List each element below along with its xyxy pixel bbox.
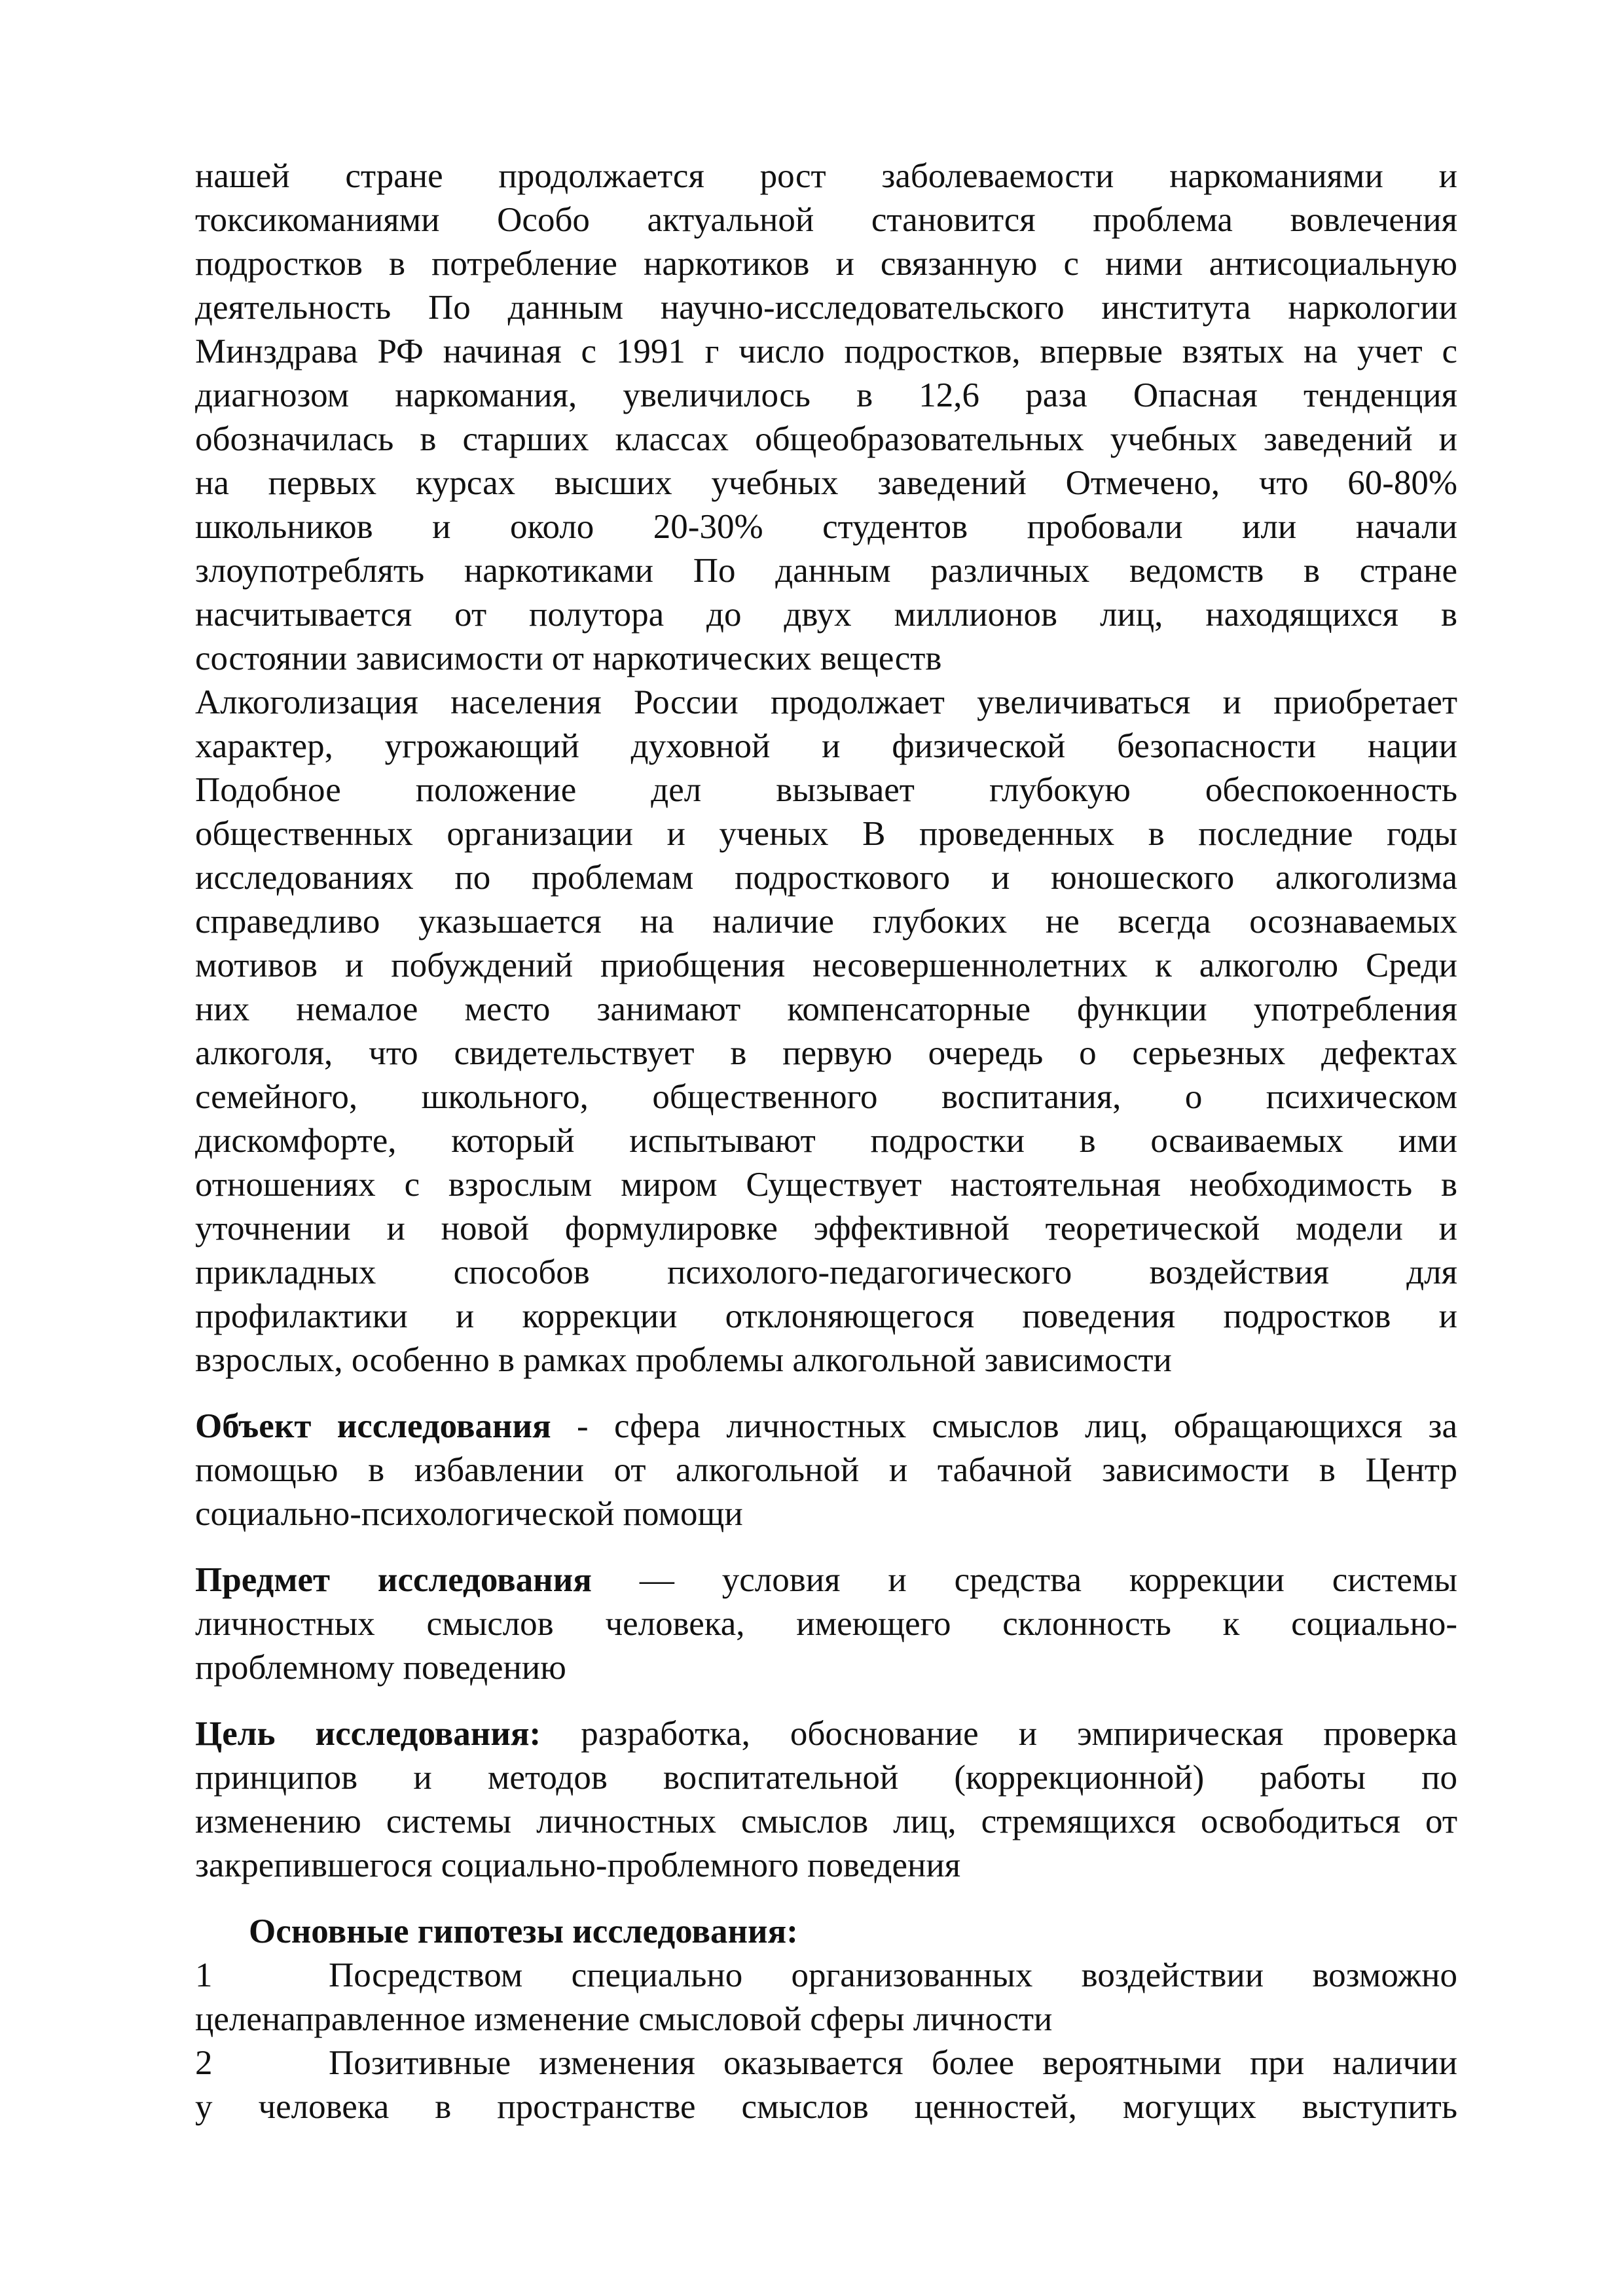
text-line: Минздрава РФ начиная с 1991 г число подростков, впервые взятых на учет с bbox=[195, 332, 1457, 370]
text-line: них немалое место занимают компенсаторные функции употребления bbox=[195, 990, 1457, 1028]
text-line: профилактики и коррекции отклоняющегося поведения подростков и bbox=[195, 1297, 1457, 1335]
text-line: справедливо указьшается на наличие глубоких не всегда осознаваемых bbox=[195, 903, 1457, 941]
text-line: на первых курсах высших учебных заведений Отмечено, что 60-80% bbox=[195, 464, 1457, 502]
text-line: личностных смыслов человека, имеющего склонность к социально- bbox=[195, 1605, 1457, 1643]
paragraph-research-subject bbox=[195, 1558, 1457, 1690]
text-line: помощью в избавлении от алкогольной и табачной зависимости в Центр bbox=[195, 1451, 1457, 1489]
text-column bbox=[195, 154, 1457, 2129]
text-line: исследованиях по проблемам подросткового и юношеского алкоголизма bbox=[195, 859, 1457, 897]
paragraph-drug-addiction bbox=[195, 154, 1457, 681]
paragraph-alcoholization bbox=[195, 681, 1457, 1382]
text-line: диагнозом наркомания, увеличилось в 12,6 раза Опасная тенденция bbox=[195, 376, 1457, 414]
text-line: деятельность По данным научно-исследовательского института наркологии bbox=[195, 289, 1457, 327]
hypotheses-heading: Основные гипотезы исследования: bbox=[249, 1912, 798, 1950]
text-line: школьников и около 20-30% студентов пробовали или начали bbox=[195, 508, 1457, 546]
text-line: обозначилась в старших классах общеобразовательных учебных заведений и bbox=[195, 420, 1457, 458]
hypothesis-item bbox=[195, 2041, 1457, 2129]
text-line: закрепившегося социально-проблемного поведения bbox=[195, 1846, 961, 1884]
paragraph-research-object bbox=[195, 1405, 1457, 1536]
text-line: алкоголя, что свидетельствует в первую очередь о серьезных дефектах bbox=[195, 1034, 1457, 1072]
text-line bbox=[195, 1405, 1457, 1448]
text-line: нашей стране продолжается рост заболеваемости наркоманиями и bbox=[195, 157, 1457, 195]
text-line: общественных организации и ученых В проведенных в последние годы bbox=[195, 815, 1457, 853]
text-line: Алкоголизация населения России продолжает увеличиваться и приобретает bbox=[195, 683, 1457, 721]
hypothesis-number: 2 bbox=[195, 2044, 213, 2082]
paragraph-research-goal bbox=[195, 1712, 1457, 1888]
research-object-label: Объект исследования bbox=[195, 1407, 551, 1445]
text-line bbox=[195, 1558, 1457, 1602]
text-line: принципов и методов воспитательной (коррекционной) работы по bbox=[195, 1759, 1457, 1797]
text-line: характер, угрожающий духовной и физической безопасности нации bbox=[195, 727, 1457, 765]
paragraph-spacer bbox=[195, 1536, 1457, 1558]
text-line: дискомфорте, который испытывают подростки в осваиваемых ими bbox=[195, 1122, 1457, 1160]
research-subject-label: Предмет исследования bbox=[195, 1561, 592, 1599]
hypothesis-item bbox=[195, 1954, 1457, 2041]
text-line: изменению системы личностных смыслов лиц, стремящихся освободиться от bbox=[195, 1803, 1457, 1840]
text-line: отношениях с взрослым миром Существует настоятельная необходимость в bbox=[195, 1166, 1457, 1204]
text-line: целенаправленное изменение смысловой сферы личности bbox=[195, 2000, 1053, 2038]
hypothesis-number: 1 bbox=[195, 1956, 213, 1994]
text-line: злоупотреблять наркотиками По данным различных ведомств в стране bbox=[195, 552, 1457, 590]
text-line: проблемному поведению bbox=[195, 1649, 566, 1687]
research-object-text: - сфера личностных смыслов лиц, обращающихся за bbox=[551, 1407, 1457, 1445]
text-line: взрослых, особенно в рамках проблемы алкогольной зависимости bbox=[195, 1341, 1172, 1379]
text-line: социально-психологической помощи bbox=[195, 1495, 743, 1533]
text-line: мотивов и побуждений приобщения несовершеннолетних к алкоголю Среди bbox=[195, 946, 1457, 984]
text-line: семейного, школьного, общественного воспитания, о психическом bbox=[195, 1078, 1457, 1116]
hypothesis-text: Посредством специально организованных воздействии возможно bbox=[329, 1956, 1457, 1994]
text-line: уточнении и новой формулировке эффективной теоретической модели и bbox=[195, 1210, 1457, 1247]
hypothesis-text: Позитивные изменения оказывается более вероятными при наличии bbox=[329, 2044, 1457, 2082]
text-line: прикладных способов психолого-педагогического воздействия для bbox=[195, 1253, 1457, 1291]
paragraph-spacer bbox=[195, 1690, 1457, 1712]
research-goal-label: Цель исследования: bbox=[195, 1715, 541, 1753]
text-line: токсикоманиями Особо актуальной становится проблема вовлечения bbox=[195, 201, 1457, 239]
research-goal-text: разработка, обоснование и эмпирическая проверка bbox=[541, 1715, 1457, 1753]
text-line: насчитывается от полутора до двух миллионов лиц, находящихся в bbox=[195, 596, 1457, 634]
paragraph-spacer bbox=[195, 1888, 1457, 1910]
section-hypotheses bbox=[195, 1910, 1457, 2129]
text-line: Подобное положение дел вызывает глубокую обеспокоенность bbox=[195, 771, 1457, 809]
text-line bbox=[195, 1712, 1457, 1756]
text-line: у человека в пространстве смыслов ценностей, могущих выступить bbox=[195, 2088, 1457, 2126]
text-line: состоянии зависимости от наркотических веществ bbox=[195, 639, 942, 677]
text-line: подростков в потребление наркотиков и связанную с ними антисоциальную bbox=[195, 245, 1457, 283]
research-subject-text: — условия и средства коррекции системы bbox=[591, 1561, 1457, 1599]
text-line bbox=[195, 1954, 1457, 1998]
paragraph-spacer bbox=[195, 1382, 1457, 1405]
text-line bbox=[195, 2041, 1457, 2085]
